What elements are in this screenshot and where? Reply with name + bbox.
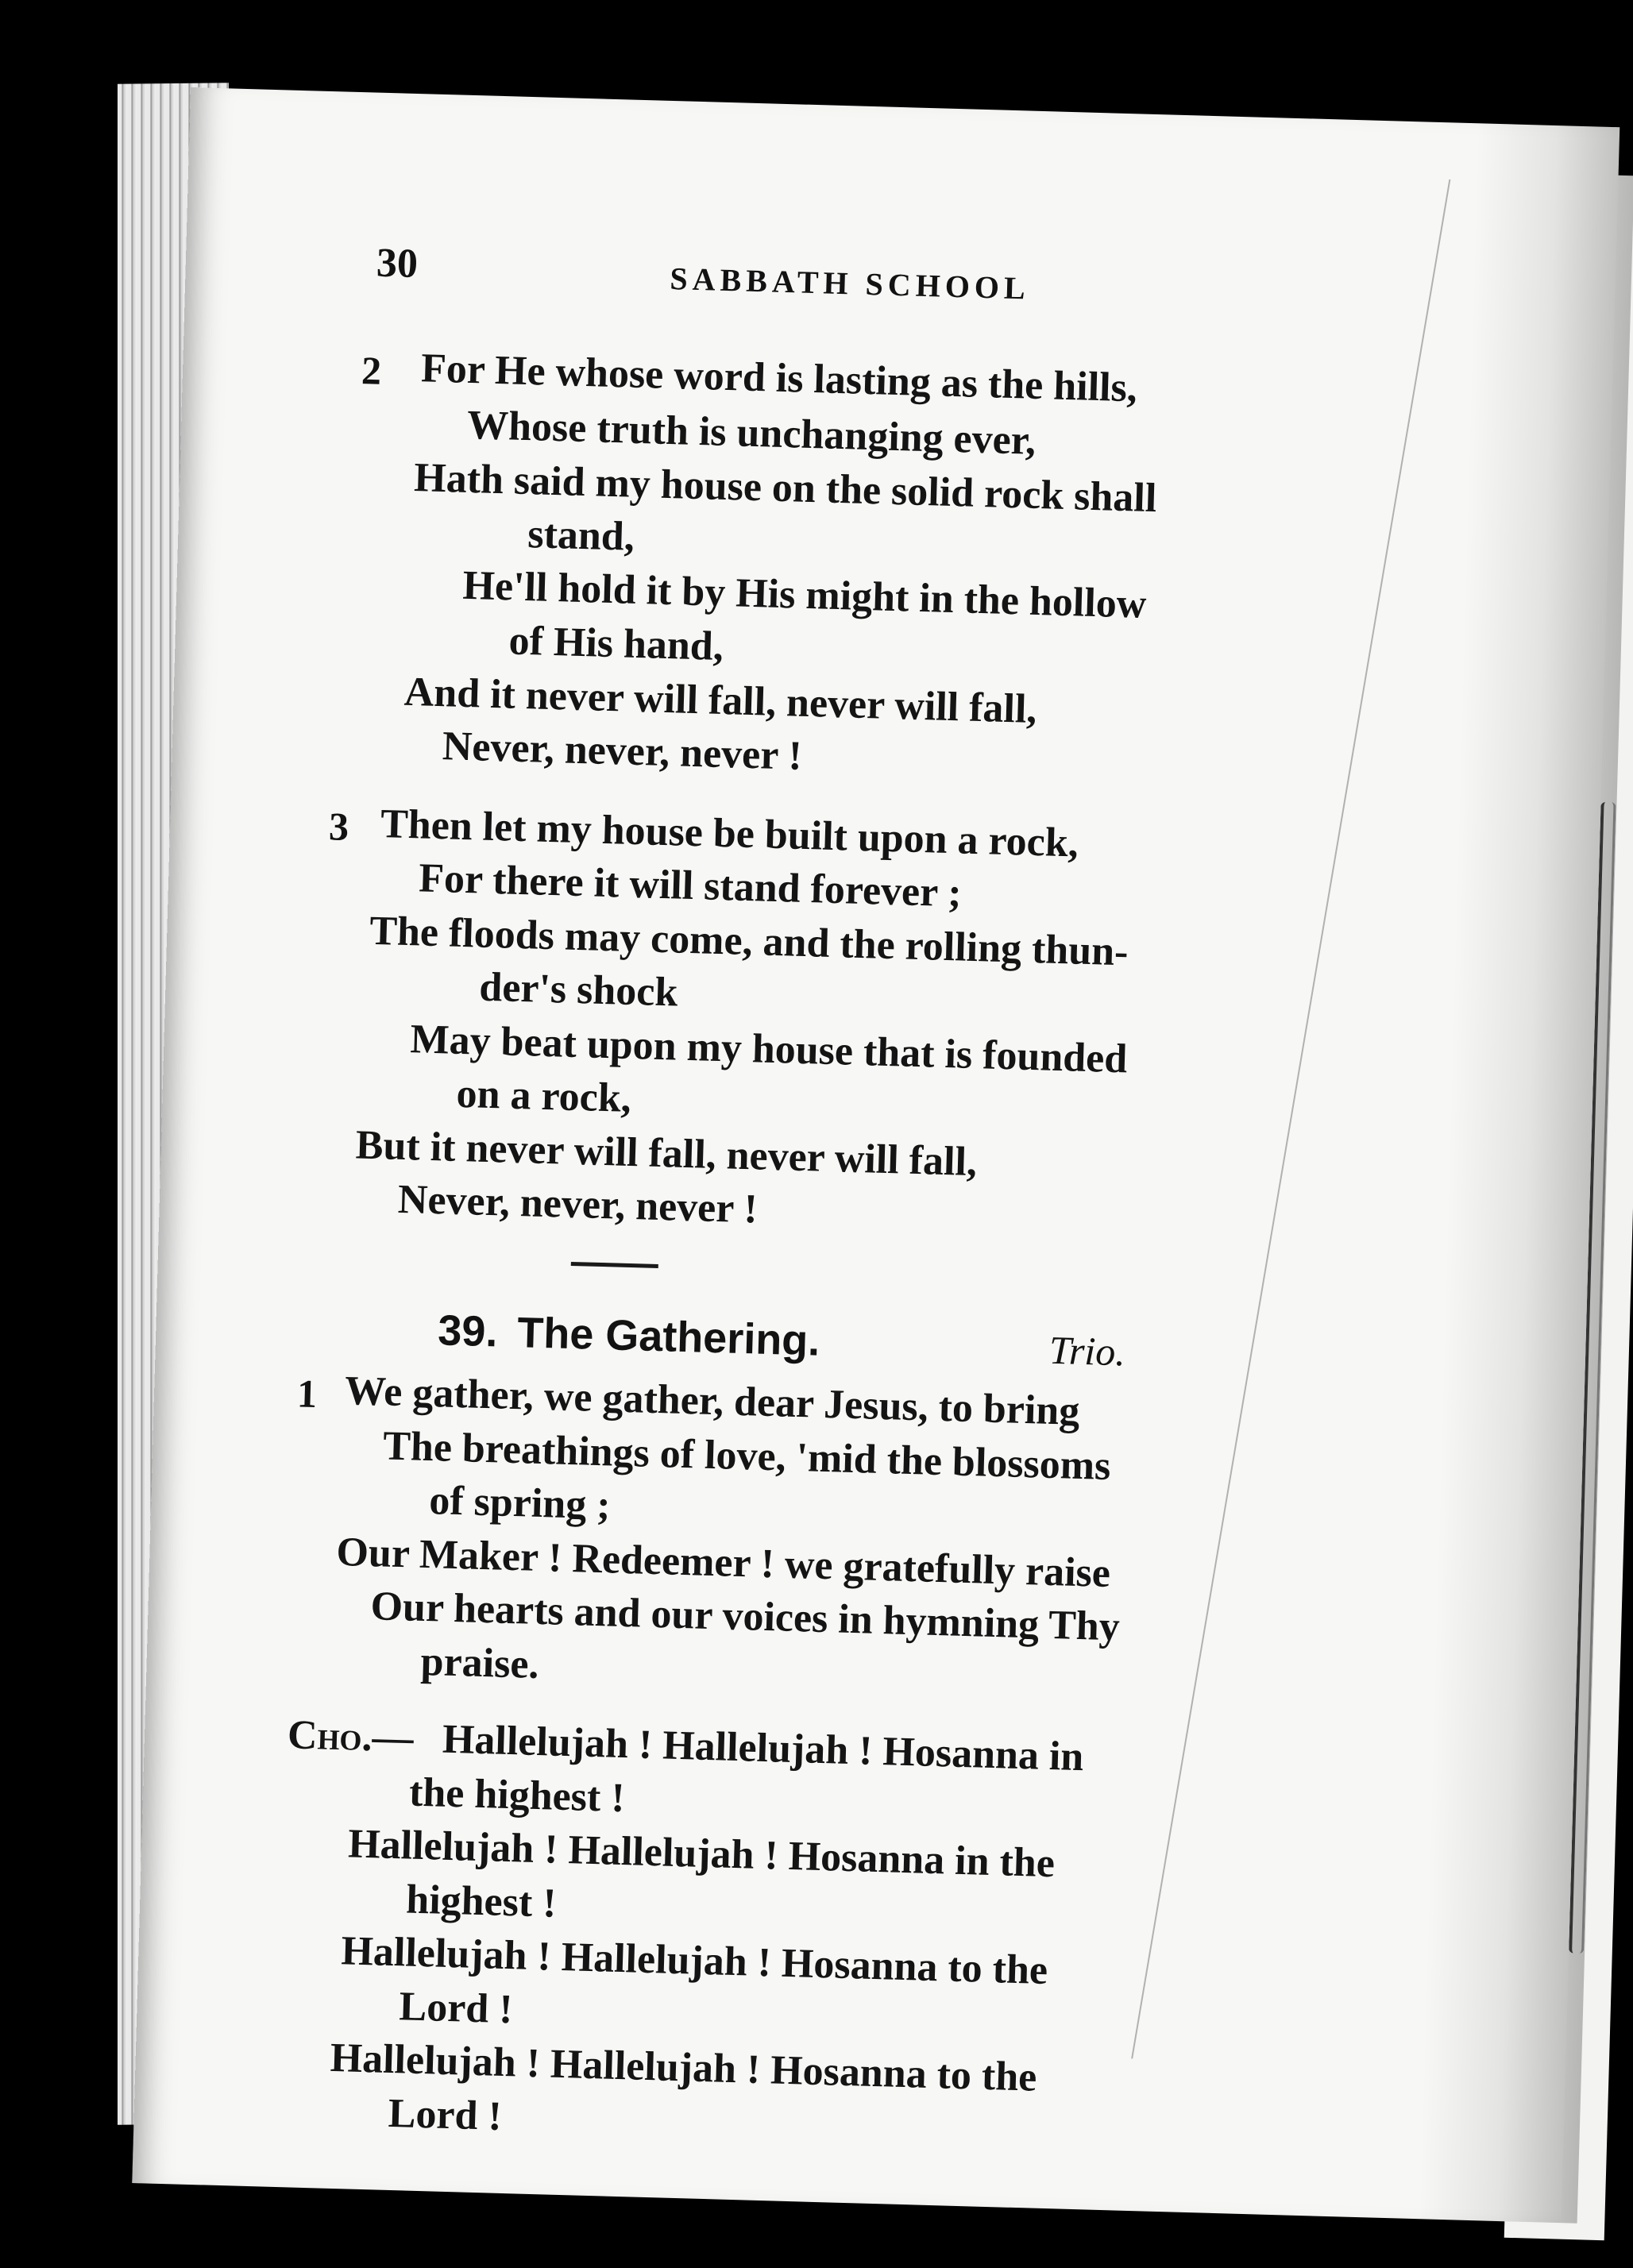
verse-line: The floods may come, and the rolling thun- [369,908,1129,975]
verse-line: of spring ; [428,1478,612,1529]
chorus-line: the highest ! [408,1769,626,1822]
verse-line: But it never will fall, never will fall, [355,1122,978,1186]
running-head: SABBATH SCHOOL [669,260,1031,307]
chorus-line: Lord ! [398,1984,514,2033]
chorus-line: Hallelujah ! Hallelujah ! Hosanna to the [329,2035,1038,2100]
hymn-title: The Gathering. [516,1309,821,1365]
verse-line: of His hand, [508,618,724,669]
verse-number: 2 [361,348,382,393]
verse-line: Hath said my house on the solid rock shall [413,455,1158,522]
verse-line: For there it will stand forever ; [418,855,963,916]
verse-line: Our hearts and our voices in hymning Thy [369,1583,1121,1650]
chorus-line: Lord ! [388,2090,503,2139]
verse-line: Then let my house be built upon a rock, [380,801,1079,866]
hymn-voicing: Trio. [1048,1327,1126,1375]
chorus-line: Hallelujah ! Hallelujah ! Hosanna in the [347,1821,1056,1887]
verse-line: Never, never, never ! [397,1176,759,1232]
verse-number: 3 [328,804,349,849]
verse-line: And it never will fall, never will fall, [403,669,1038,733]
book-page [132,87,1619,2223]
verse-number: 1 [296,1371,318,1417]
verse-line: stand, [527,511,635,560]
verse-line: on a rock, [455,1070,632,1121]
chorus-line: highest ! [405,1876,558,1927]
verse-line: der's shock [478,964,679,1016]
verse-line: The breathings of love, 'mid the blossoms [382,1423,1112,1490]
verse-line: Never, never, never ! [442,723,803,779]
paper-crack [1131,179,1450,2059]
verse-line: We gather, we gather, dear Jesus, to bring [344,1368,1081,1434]
section-rule [571,1262,658,1268]
verse-line: Our Maker ! Redeemer ! we gratefully raise [335,1529,1111,1597]
verse-line: Whose truth is unchanging ever, [466,402,1037,464]
verse-line: May beat upon my house that is founded [409,1016,1129,1082]
hymn-number: 39. [437,1306,499,1356]
verse-line: He'll hold it by His might in the hollow [461,562,1148,627]
verse-line: praise. [419,1638,540,1688]
chorus-line: Hallelujah ! Hallelujah ! Hosanna in [442,1716,1085,1780]
chorus-label: Cho.— [287,1712,415,1761]
page-number: 30 [376,240,419,287]
chorus-line: Hallelujah ! Hallelujah ! Hosanna to the [340,1928,1048,1994]
verse-line: For He whose word is lasting as the hills, [420,345,1138,411]
